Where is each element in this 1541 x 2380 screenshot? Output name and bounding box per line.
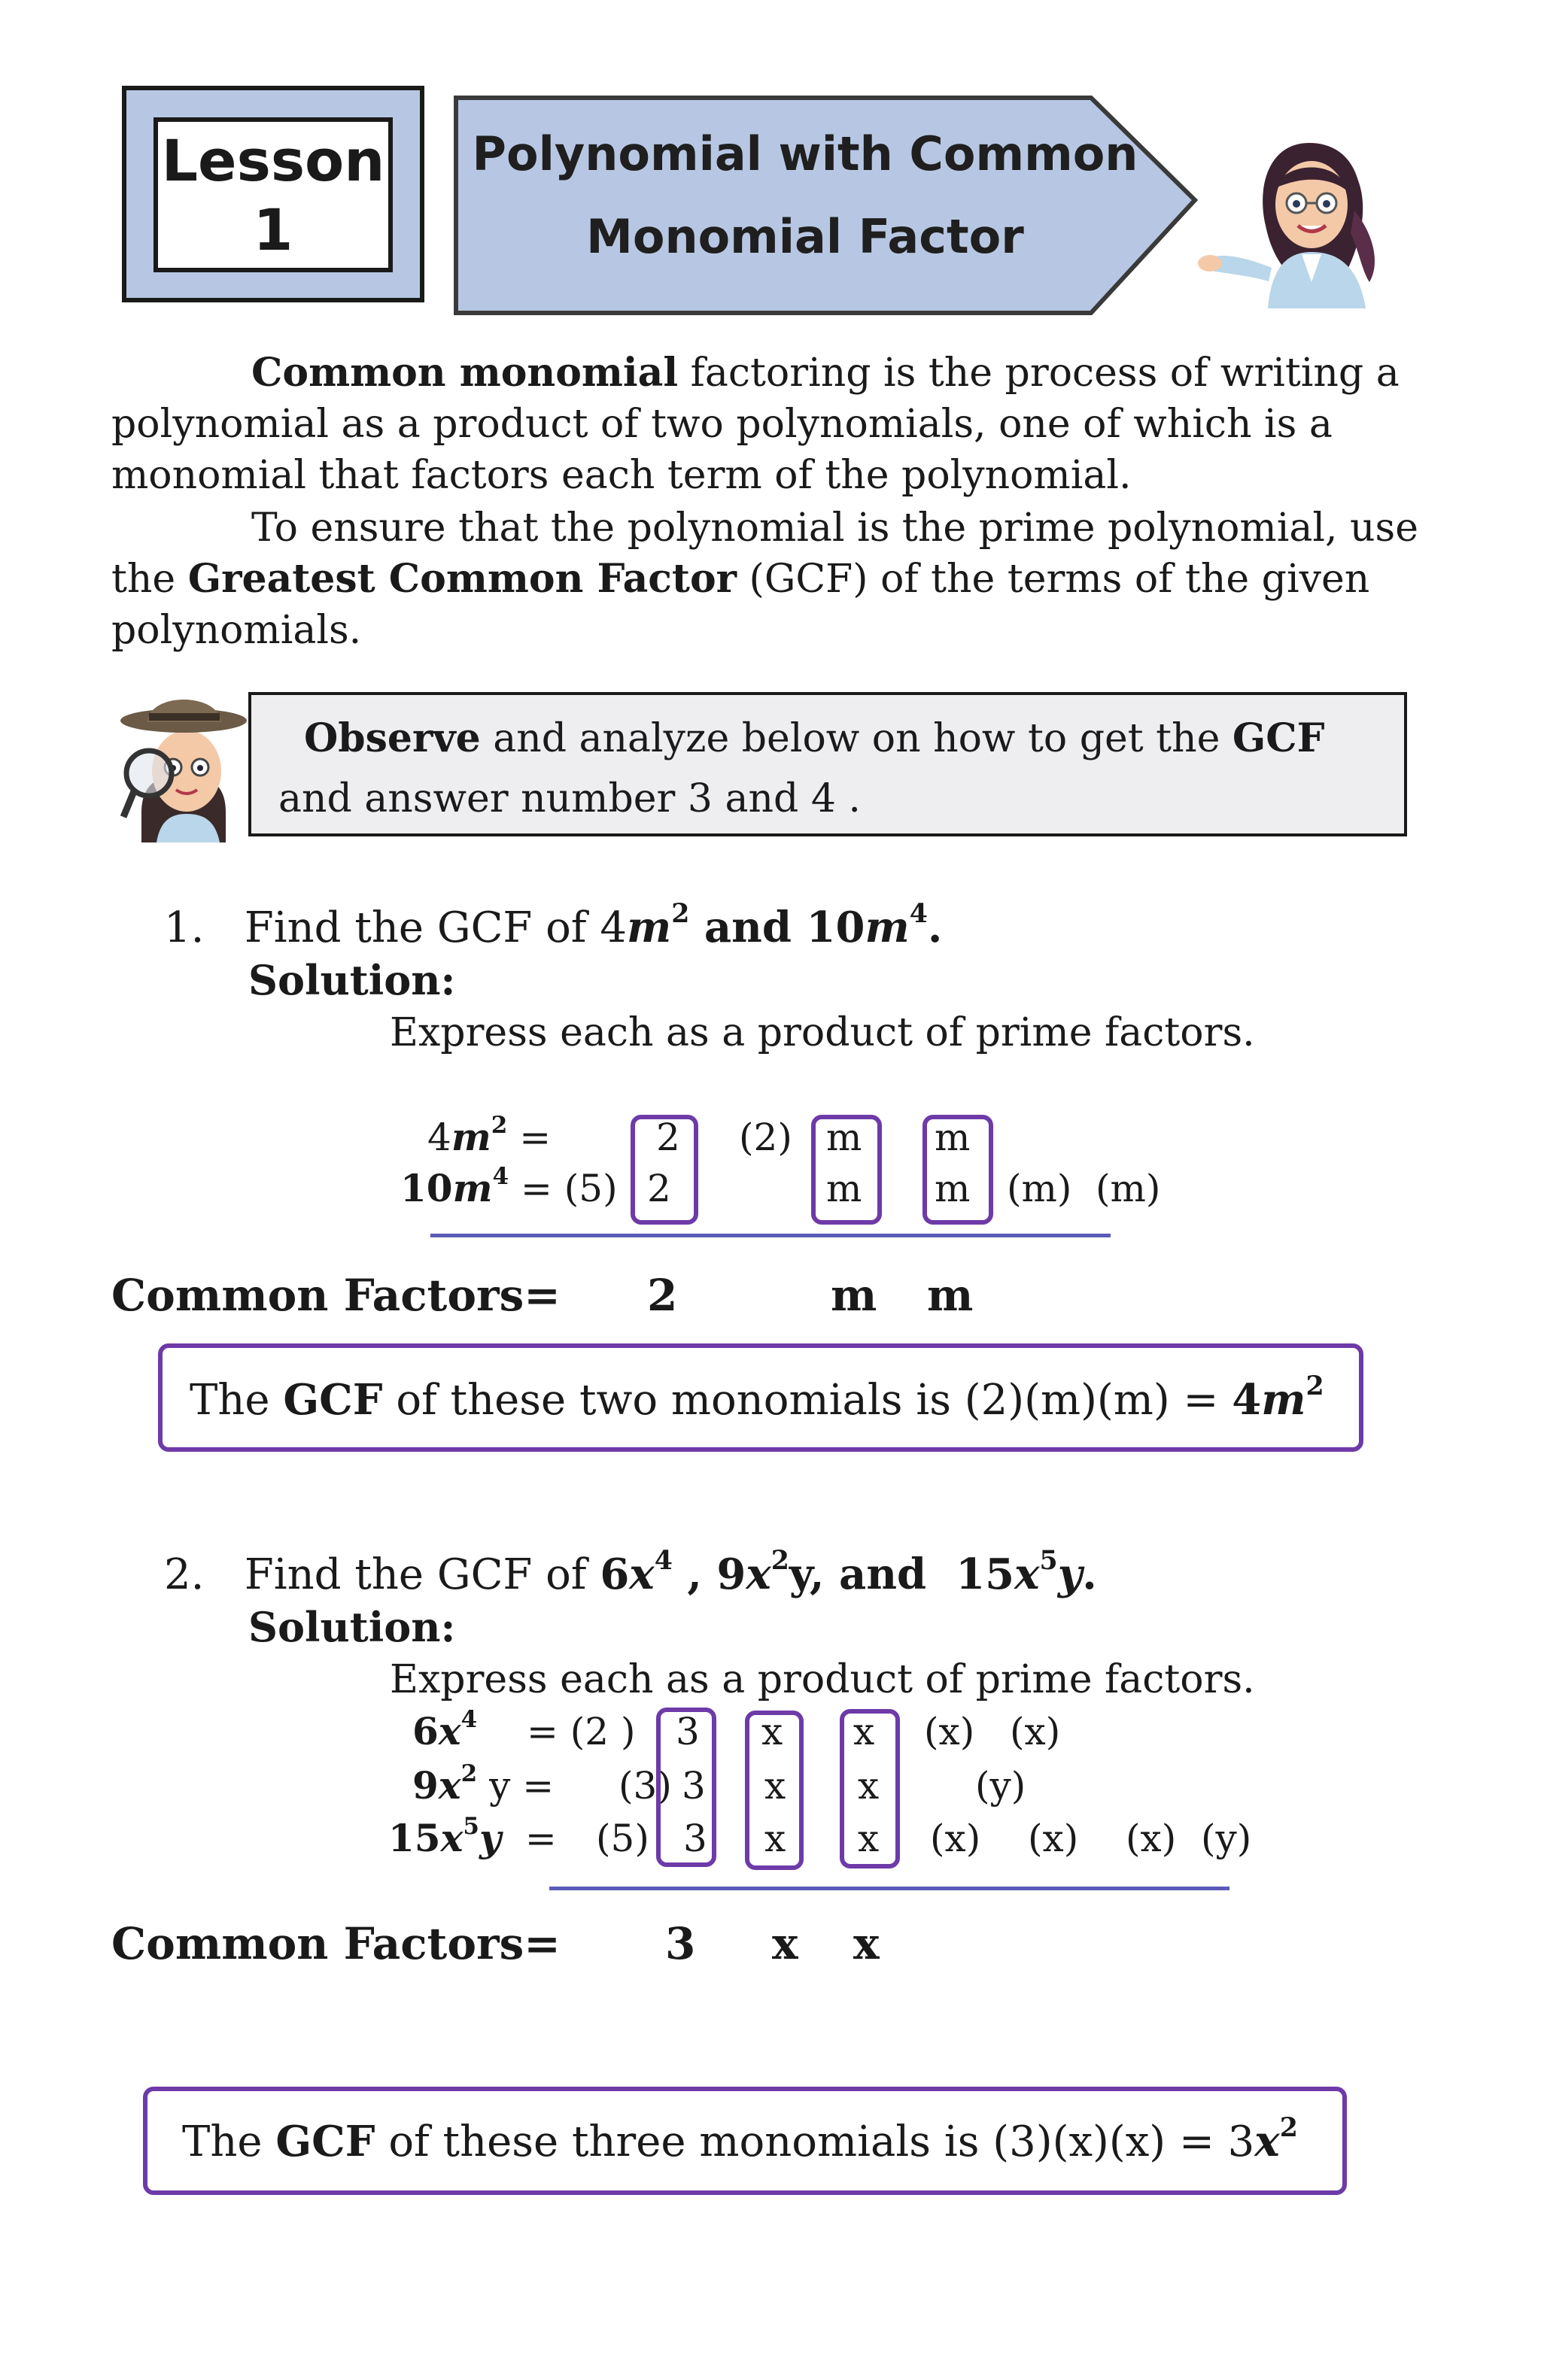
ex1-common-value: m (831, 1270, 877, 1321)
result-text: of these two monomials is (2)(m)(m) = (382, 1376, 1232, 1425)
ex1-common-factors-label (111, 1270, 561, 1321)
title-line-2: Monomial Factor (586, 209, 1024, 264)
intro-p1-line-2: polynomial as a product of two polynomials, one of which is a (111, 402, 1333, 447)
intro-paragraph-1 (111, 348, 1436, 501)
observe-box (248, 692, 1407, 836)
ex1-cell: m (826, 1116, 862, 1159)
ex2-row-2-pre: (3) (619, 1764, 672, 1808)
ex1-cell: (m) (1007, 1167, 1072, 1210)
example-1-number: 1. (164, 903, 205, 952)
example-1-prompt-text: Find the GCF of 4 (244, 903, 627, 952)
ex2-cell: x (858, 1817, 880, 1860)
intro-p2-rest: (GCF) of the terms of the given (737, 557, 1370, 602)
common-factor-highlight (922, 1115, 993, 1225)
ex2-cell: x (761, 1710, 783, 1753)
equals: = (524, 1918, 561, 1969)
lesson-number: 1 (253, 196, 293, 263)
y-equals: y = (477, 1764, 555, 1808)
ex1-common-value: m (927, 1270, 974, 1321)
common-factor-highlight (631, 1115, 698, 1225)
ex2-cell: x (853, 1710, 875, 1753)
lesson-title (467, 113, 1144, 278)
lesson-badge (122, 86, 424, 302)
exponent: 4 (909, 897, 928, 929)
common-factors-text: Common Factors (111, 1270, 524, 1321)
ex2-cell: x (764, 1817, 786, 1860)
ex2-cell: (y) (975, 1764, 1026, 1808)
equals: = (524, 1270, 561, 1321)
ex1-cell: m (935, 1167, 971, 1210)
ex2-cell: 3 (676, 1710, 700, 1753)
ex1-cell: 2 (647, 1167, 671, 1210)
ex1-cell: 2 (656, 1116, 680, 1159)
underline-divider (430, 1234, 1111, 1237)
and-text: and 10 (689, 903, 865, 952)
example-2-number: 2. (164, 1550, 205, 1599)
ex2-cell: (x) (1028, 1817, 1079, 1860)
ex2-common-value: x (772, 1918, 798, 1969)
intro-p2-line-3: polynomials. (111, 608, 362, 653)
observe-gcf: GCF (1232, 715, 1325, 761)
common-factor-highlight (656, 1708, 716, 1867)
underline-divider (549, 1887, 1229, 1890)
ex2-common-factors-label (111, 1918, 561, 1969)
ex2-row-1-label: $6x^4$ (412, 1705, 478, 1753)
ex1-cell: m (935, 1116, 971, 1159)
example-2-instruction: Express each as a product of prime factors. (390, 1657, 1255, 1702)
result-gcf: GCF (275, 2117, 375, 2166)
ex2-cell: (x) (924, 1710, 975, 1753)
observe-text: and analyze below on how to get the (480, 716, 1232, 761)
ex2-cell: 3 (682, 1764, 706, 1808)
intro-p1-text-a: factoring is the process of writing a (678, 351, 1400, 396)
ex2-cell: (y) (1201, 1817, 1252, 1860)
ex2-result-box (143, 2087, 1347, 2195)
intro-paragraph-2 (111, 502, 1436, 656)
intro-p2-line-1: To ensure that the polynomial is the prime polynomial, use (251, 505, 1418, 551)
term-common-monomial: Common monomial (251, 350, 679, 396)
var-m: m (626, 903, 672, 952)
ex2-row-1-eq: = (2 ) (527, 1710, 636, 1753)
example-2-prompt: 2. Find the GCF of $6x^4$ , $9x^2y$, and $15x^5y$. (164, 1544, 1097, 1599)
example-1-solution-label: Solution: (248, 956, 456, 1004)
result-text: The (182, 2117, 276, 2166)
exponent: 2 (1305, 1370, 1324, 1401)
term-gcf: Greatest Common Factor (187, 556, 737, 602)
intro-p2-the: the (111, 557, 188, 602)
period: . (927, 903, 943, 952)
ex2-cell: x (858, 1764, 880, 1808)
exponent: 2 (1279, 2111, 1298, 2143)
intro-p1-line-3: monomial that factors each term of the polynomial. (111, 453, 1132, 498)
teacher-avatar-icon (1196, 120, 1407, 308)
lesson-badge-inner (153, 117, 393, 272)
example-1-instruction: Express each as a product of prime factors. (390, 1010, 1255, 1055)
ex2-row-3-label: $15x^5y$ = (388, 1812, 557, 1860)
result-gcf: GCF (283, 1375, 383, 1425)
equals: = (507, 1116, 552, 1159)
title-line-1: Polynomial with Common (472, 126, 1138, 181)
result-text: of these three monomials is (3)(x)(x) = 3 (375, 2117, 1255, 2166)
ex2-cell: (x) (1126, 1817, 1177, 1860)
ex2-cell: x (764, 1764, 786, 1808)
result-text: The (190, 1376, 284, 1425)
example-2-solution-label: Solution: (248, 1603, 456, 1651)
example-2-prompt-text: Find the GCF of (244, 1550, 600, 1599)
ex2-cell: (x) (1010, 1710, 1061, 1753)
common-factor-highlight (745, 1711, 804, 1870)
common-factor-highlight (840, 1709, 900, 1868)
common-factor-highlight (811, 1115, 882, 1225)
detective-avatar-icon (119, 685, 248, 842)
observe-bold: Observe (304, 715, 481, 761)
ex1-row-1-label: $4m^2$ = (427, 1111, 552, 1159)
ex2-cell: 3 (683, 1817, 707, 1860)
ex2-common-value: 3 (665, 1918, 696, 1969)
ex1-row-2-label: $10m^4 = (5)$ (400, 1162, 618, 1210)
ex1-result-box: The GCF of these two monomials is $(2)(m)(m) = 4m^2$ (158, 1343, 1363, 1452)
ex2-common-value: x (853, 1918, 880, 1969)
ex2-row-3-pre: (5) (596, 1817, 649, 1860)
example-1-prompt (164, 897, 943, 955)
var-m: m (865, 903, 910, 952)
common-factors-text: Common Factors (111, 1918, 524, 1969)
ex1-cell: m (826, 1167, 862, 1210)
equals-5: = (5) (509, 1167, 618, 1210)
ex1-cell: (2) (739, 1116, 792, 1159)
exponent: 2 (671, 897, 690, 929)
ex1-common-value: 2 (647, 1270, 678, 1321)
ex1-cell: (m) (1096, 1167, 1161, 1210)
var-x: x (1254, 2117, 1280, 2166)
ex2-cell: (x) (930, 1817, 981, 1860)
ex2-row-2-label: $9x^2$ y = (412, 1759, 555, 1808)
observe-line-2: and answer number 3 and 4 . (278, 776, 861, 821)
lesson-label: Lesson (161, 127, 385, 194)
